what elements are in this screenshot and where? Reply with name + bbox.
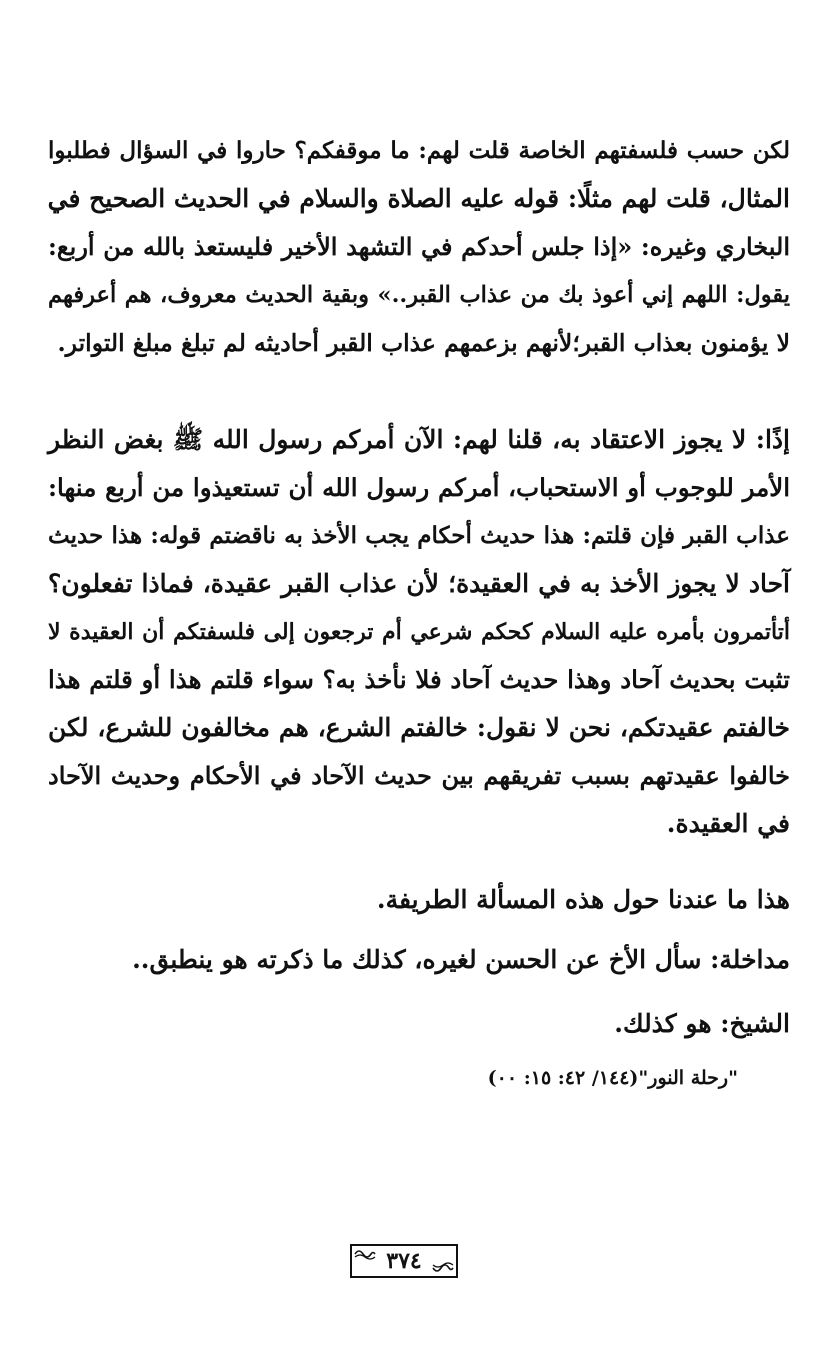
- text-line: يقول: اللهم إني أعوذ بك من عذاب القبر..» وبقية الحديث معروف، هم أعرفهم: [48, 282, 790, 308]
- page-number-frame: [350, 1244, 458, 1278]
- paragraph-3: [48, 876, 790, 924]
- text-line: خالفوا عقيدتهم بسبب تفريقهم بين حديث الآحاد في الأحكام وحديث الآحاد: [48, 761, 791, 790]
- text-line: الأمر للوجوب أو الاستحباب، أمركم رسول الله أن تستعيذوا من أربع منها:: [48, 473, 790, 502]
- text-line: إذًا: لا يجوز الاعتقاد به، قلنا لهم: الآن أمركم رسول الله ﷺ بغض النظر: [48, 425, 790, 454]
- text-line: أتأتمرون بأمره عليه السلام كحكم شرعي أم ترجعون إلى فلسفتكم أن العقيدة لا: [48, 619, 790, 645]
- ornament-icon: [432, 1262, 454, 1274]
- text-line: البخاري وغيره: «إذا جلس أحدكم في التشهد الأخير فليستعذ بالله من أربع:: [48, 232, 790, 261]
- text-line: لا يؤمنون بعذاب القبر؛لأنهم بزعمهم عذاب القبر أحاديثه لم تبلغ مبلغ التواتر.: [57, 329, 790, 357]
- text-line: مداخلة: سأل الأخ عن الحسن لغيره، كذلك ما ذكرته هو ينطبق..: [132, 945, 790, 974]
- paragraph-4: [48, 936, 790, 984]
- text-line: في العقيدة.: [666, 809, 790, 838]
- source-citation: "رحلة النور"(١٤٤/ ٤٢: ١٥: ٠٠): [487, 1067, 738, 1089]
- text-line: تثبت بحديث آحاد وهذا حديث آحاد فلا نأخذ به؟ سواء قلتم هذا أو قلتم هذا: [48, 665, 790, 694]
- page-number: ٣٧٤: [386, 1248, 422, 1274]
- text-line: آحاد لا يجوز الأخذ به في العقيدة؛ لأن عذاب القبر عقيدة، فماذا تفعلون؟: [48, 569, 790, 598]
- paragraph-1: [48, 127, 790, 367]
- text-line: خالفتم عقيدتكم، نحن لا نقول: خالفتم الشرع، هم مخالفون للشرع، لكن: [48, 713, 790, 742]
- text-line: لكن حسب فلسفتهم الخاصة قلت لهم: ما موقفكم؟ حاروا في السؤال فطلبوا: [48, 137, 790, 164]
- text-line: الشيخ: هو كذلك.: [614, 1009, 790, 1038]
- ornament-icon: [354, 1248, 376, 1260]
- text-line: المثال، قلت لهم مثلًا: قوله عليه الصلاة والسلام في الحديث الصحيح في: [47, 184, 790, 213]
- paragraph-5: [48, 1000, 790, 1048]
- text-line: عذاب القبر فإن قلتم: هذا حديث أحكام يجب الأخذ به ناقضتم قوله: هذا حديث: [48, 522, 790, 549]
- paragraph-2: [48, 416, 790, 848]
- text-line: هذا ما عندنا حول هذه المسألة الطريفة.: [376, 885, 790, 914]
